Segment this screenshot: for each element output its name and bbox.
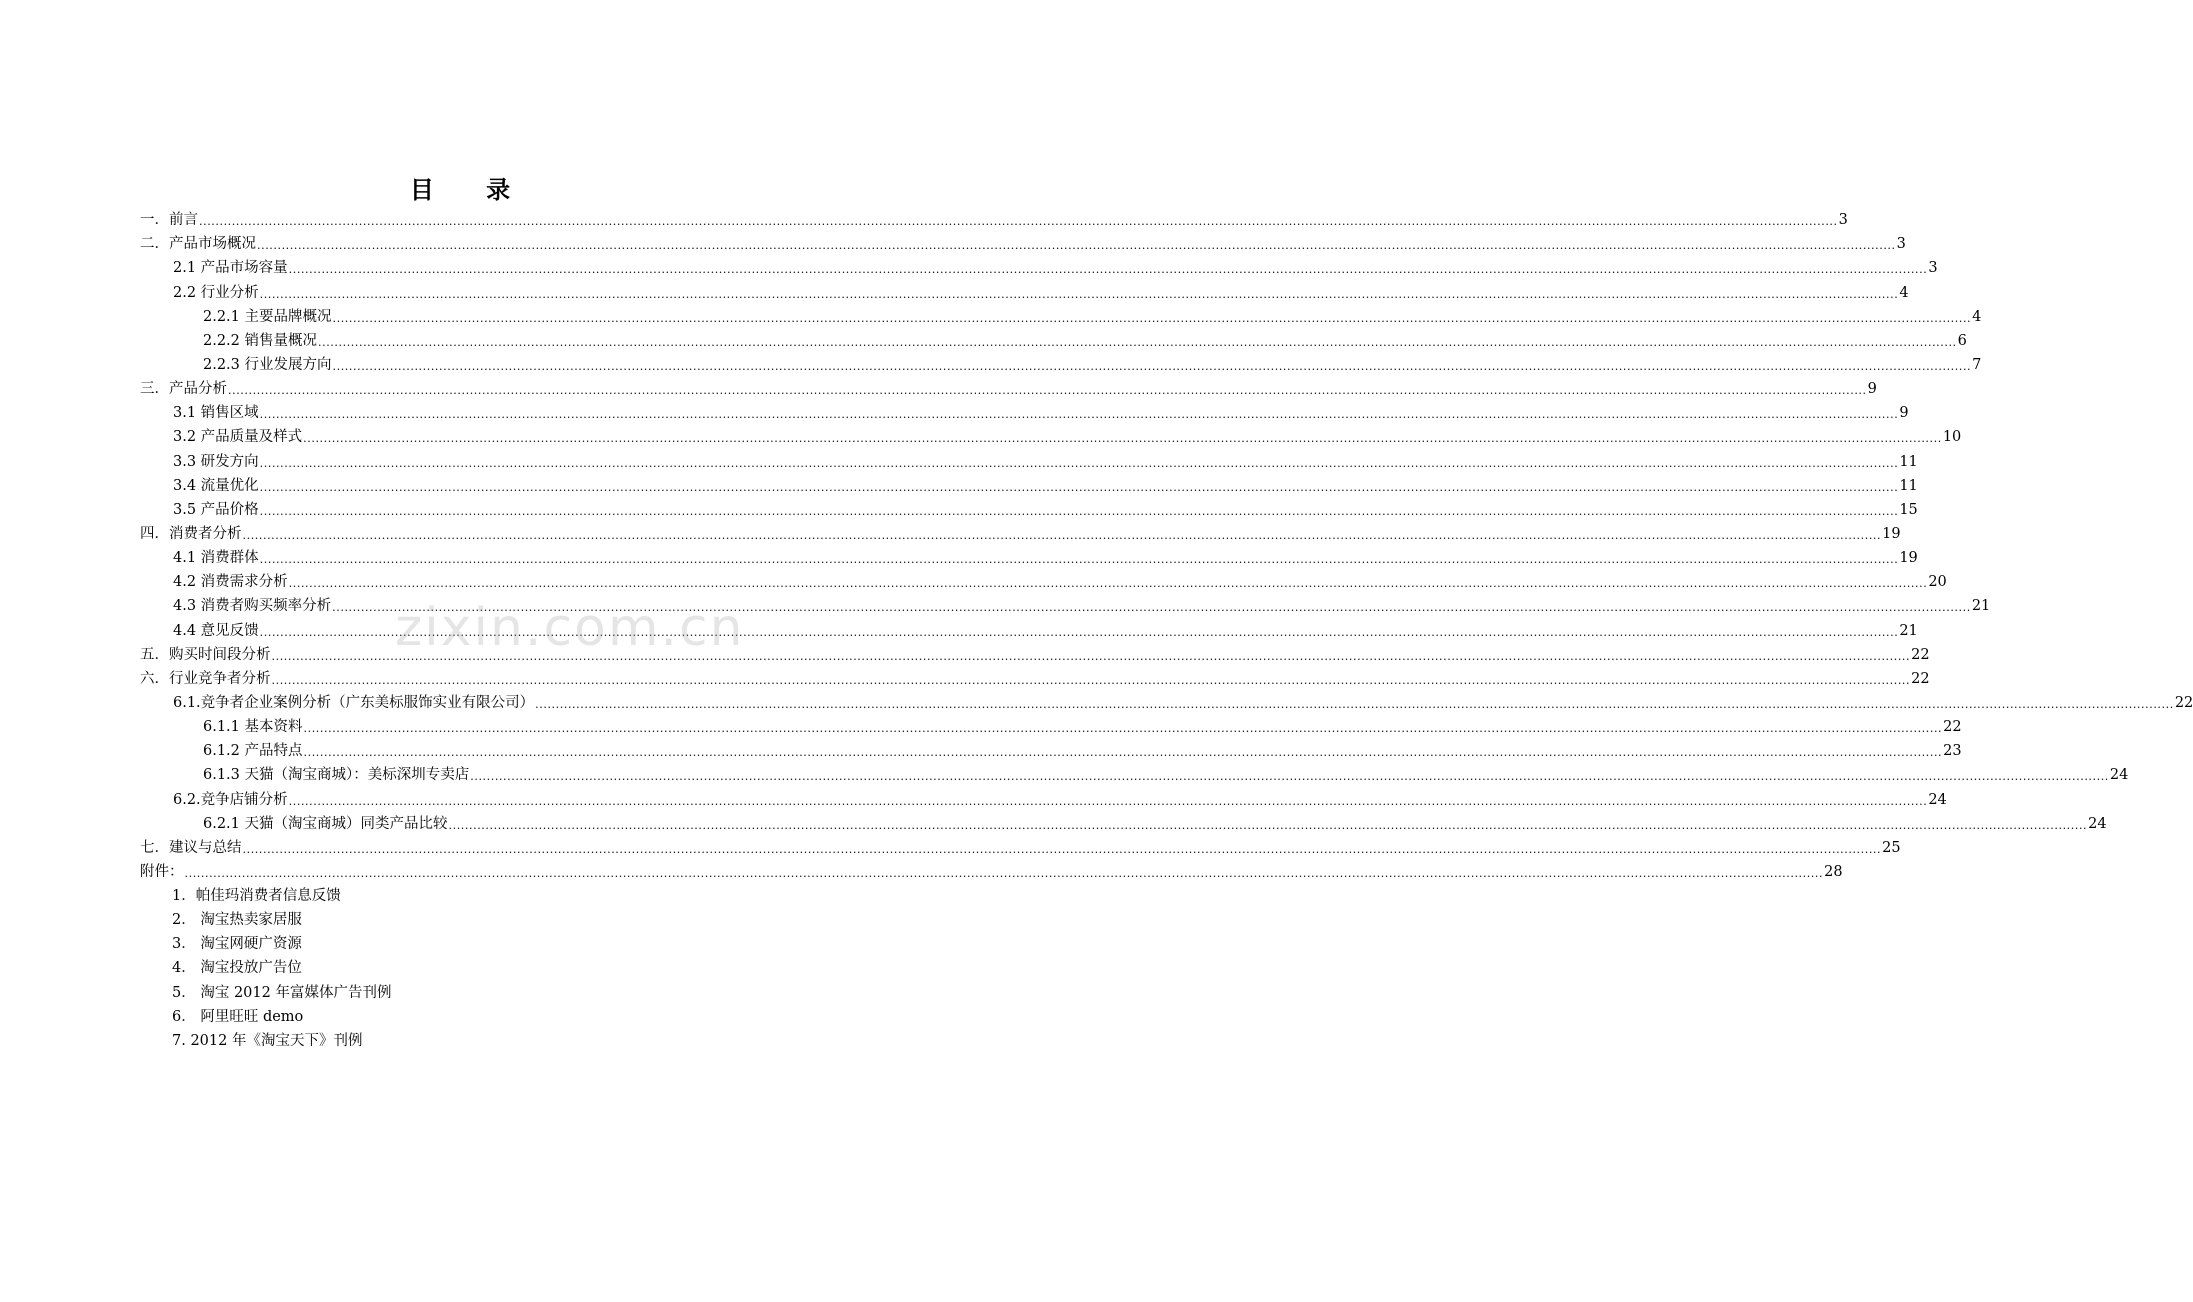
toc-entry[interactable] [140,353,1982,377]
appendix-item: 7. 2012 年《淘宝天下》刊例 [172,1032,363,1049]
toc-entry-page: 10 [1942,429,1962,446]
toc-entry[interactable] [140,449,1918,473]
toc-leader-dots: ................................................................................................................................................................................................................................................................................................................................................................................................................ [242,528,1882,542]
toc-entry-page: 24 [2088,815,2107,832]
toc-leader-dots: ................................................................................................................................................................................................................................................................................................................................................................................................................ [470,770,2109,784]
toc-entry-page: 22 [2174,694,2193,711]
toc-entry-page: 24 [2109,767,2129,784]
toc-entry[interactable] [140,401,1909,425]
toc-entry-page: 3 [1928,260,1938,277]
toc-entry[interactable] [140,836,1901,860]
toc-entry-label: 2.1 产品市场容量 [173,260,288,277]
toc-entry[interactable] [140,329,1967,353]
toc-entry-page: 9 [1899,405,1909,422]
toc-leader-dots: ................................................................................................................................................................................................................................................................................................................................................................................................................ [259,553,1899,567]
toc-entry[interactable] [140,208,1848,232]
appendix-item: 5． 淘宝 2012 年富媒体广告刊例 [172,984,392,1001]
toc-entry-page: 3 [1838,212,1848,229]
toc-leader-dots: ................................................................................................................................................................................................................................................................................................................................................................................................................ [271,673,1911,687]
toc-entry[interactable] [140,570,1947,594]
toc-entry-label: 六．行业竞争者分析 [140,670,271,687]
toc-entry-page: 24 [1928,791,1947,808]
toc-entry-label: 3.4 流量优化 [173,477,259,494]
toc-entry-label: 3.2 产品质量及样式 [173,429,303,446]
toc-leader-dots: ................................................................................................................................................................................................................................................................................................................................................................................................................ [288,263,1928,277]
toc-entry-page: 4 [1972,308,1982,325]
toc-entry[interactable] [140,812,2107,836]
toc-leader-dots: ................................................................................................................................................................................................................................................................................................................................................................................................................ [535,697,2174,711]
toc-entry[interactable] [140,474,1918,498]
toc-entry-page: 22 [1911,646,1930,663]
toc-entry-page: 25 [1882,839,1901,856]
toc-entry[interactable] [140,256,1938,280]
toc-leader-dots: ................................................................................................................................................................................................................................................................................................................................................................................................................ [259,625,1899,639]
toc-leader-dots: ................................................................................................................................................................................................................................................................................................................................................................................................................ [257,239,1896,253]
appendix-item: 1．帕佳玛消费者信息反馈 [172,888,341,904]
appendix-item: 4． 淘宝投放广告位 [172,960,302,977]
toc-entry-label: 附件： [140,863,184,880]
toc-entry-page: 22 [1911,670,1930,687]
toc-entry[interactable] [140,667,1930,691]
toc-entry-label: 6.1.2 产品特点 [203,743,303,760]
toc-entry-page: 9 [1867,381,1877,398]
toc-entry-label: 4.2 消费需求分析 [173,574,288,591]
toc-entry[interactable] [140,787,1947,811]
appendix-item: 6． 阿里旺旺 demo [172,1008,304,1025]
toc-entry[interactable] [140,860,1843,884]
toc-entry[interactable] [140,691,2193,715]
toc-entry-page: 23 [1943,743,1962,760]
toc-leader-dots: ................................................................................................................................................................................................................................................................................................................................................................................................................ [259,456,1899,470]
toc-entry[interactable] [140,377,1877,401]
toc-leader-dots: ................................................................................................................................................................................................................................................................................................................................................................................................................ [242,842,1882,856]
toc-entry-label: 6.1.3 天猫（淘宝商城）：美标深圳专卖店 [203,767,470,784]
toc-entry[interactable] [140,425,1962,449]
toc-entry-page: 6 [1957,332,1967,349]
toc-entry[interactable] [140,498,1918,522]
table-of-contents [140,208,2193,884]
toc-leader-dots: ................................................................................................................................................................................................................................................................................................................................................................................................................ [259,504,1899,518]
toc-entry-label: 6.1.竞争者企业案例分析（广东美标服饰实业有限公司） [173,694,535,711]
toc-leader-dots: ................................................................................................................................................................................................................................................................................................................................................................................................................ [288,794,1928,808]
toc-entry-page: 22 [1943,719,1962,736]
appendix-item: 2． 淘宝热卖家居服 [172,912,302,929]
toc-entry[interactable] [140,546,1918,570]
toc-leader-dots: ................................................................................................................................................................................................................................................................................................................................................................................................................ [271,649,1911,663]
toc-entry-label: 4.4 意见反馈 [173,622,259,639]
toc-entry-label: 4.1 消费群体 [173,550,259,567]
toc-leader-dots: ................................................................................................................................................................................................................................................................................................................................................................................................................ [332,601,1971,615]
toc-leader-dots: ................................................................................................................................................................................................................................................................................................................................................................................................................ [184,866,1824,880]
appendix-list [172,884,391,1053]
toc-entry-page: 15 [1899,501,1918,518]
toc-entry-label: 一．前言 [140,212,198,229]
toc-leader-dots: ................................................................................................................................................................................................................................................................................................................................................................................................................ [332,359,1972,373]
toc-entry[interactable] [140,715,1962,739]
toc-leader-dots: ................................................................................................................................................................................................................................................................................................................................................................................................................ [259,480,1899,494]
appendix-item: 3． 淘宝网硬广资源 [172,936,302,953]
toc-leader-dots: ................................................................................................................................................................................................................................................................................................................................................................................................................ [228,384,1867,398]
toc-entry-label: 五．购买时间段分析 [140,646,271,663]
toc-entry-label: 6.2.竞争店铺分析 [173,791,288,808]
watermark: zixin.com.cn [395,598,745,658]
toc-entry-page: 11 [1899,453,1918,470]
toc-leader-dots: ................................................................................................................................................................................................................................................................................................................................................................................................................ [259,408,1899,422]
toc-leader-dots: ................................................................................................................................................................................................................................................................................................................................................................................................................ [448,818,2088,832]
toc-entry-page: 21 [1899,622,1918,639]
toc-entry[interactable] [140,280,1909,304]
toc-entry-page: 19 [1899,550,1918,567]
toc-entry-label: 2.2.2 销售量概况 [203,332,318,349]
toc-entry-label: 4.3 消费者购买频率分析 [173,598,332,615]
toc-leader-dots: ................................................................................................................................................................................................................................................................................................................................................................................................................ [259,287,1899,301]
toc-entry-label: 三．产品分析 [140,381,227,398]
toc-leader-dots: ................................................................................................................................................................................................................................................................................................................................................................................................................ [303,746,1943,760]
toc-entry[interactable] [140,232,1906,256]
toc-entry-page: 21 [1971,598,1991,615]
toc-entry-page: 3 [1896,236,1906,253]
toc-entry-label: 2.2 行业分析 [173,284,259,301]
toc-entry-label: 3.3 研发方向 [173,453,259,470]
toc-entry-label: 2.2.1 主要品牌概况 [203,308,332,325]
toc-entry-page: 28 [1824,863,1843,880]
toc-entry[interactable] [140,522,1901,546]
toc-leader-dots: ................................................................................................................................................................................................................................................................................................................................................................................................................ [303,722,1943,736]
toc-leader-dots: ................................................................................................................................................................................................................................................................................................................................................................................................................ [332,311,1972,325]
toc-entry[interactable] [140,763,2129,787]
toc-entry-label: 七．建议与总结 [140,839,242,856]
toc-entry-page: 7 [1972,356,1982,373]
toc-entry-label: 四．消费者分析 [140,525,242,542]
toc-leader-dots: ................................................................................................................................................................................................................................................................................................................................................................................................................ [303,432,1942,446]
page-title: 目 录 [409,175,533,204]
toc-leader-dots: ................................................................................................................................................................................................................................................................................................................................................................................................................ [288,577,1928,591]
toc-leader-dots: ................................................................................................................................................................................................................................................................................................................................................................................................................ [318,335,1957,349]
toc-entry-label: 6.2.1 天猫（淘宝商城）同类产品比较 [203,815,448,832]
toc-entry-page: 19 [1882,525,1901,542]
toc-entry-label: 3.5 产品价格 [173,501,259,518]
toc-entry-label: 二．产品市场概况 [140,236,256,253]
toc-entry-page: 11 [1899,477,1918,494]
toc-entry-page: 20 [1928,574,1947,591]
toc-leader-dots: ................................................................................................................................................................................................................................................................................................................................................................................................................ [199,215,1838,229]
toc-entry-label: 3.1 销售区域 [173,405,259,422]
toc-entry[interactable] [140,305,1982,329]
toc-entry[interactable] [140,739,1962,763]
toc-entry-label: 6.1.1 基本资料 [203,719,303,736]
toc-entry-page: 4 [1899,284,1909,301]
toc-entry-label: 2.2.3 行业发展方向 [203,356,332,373]
